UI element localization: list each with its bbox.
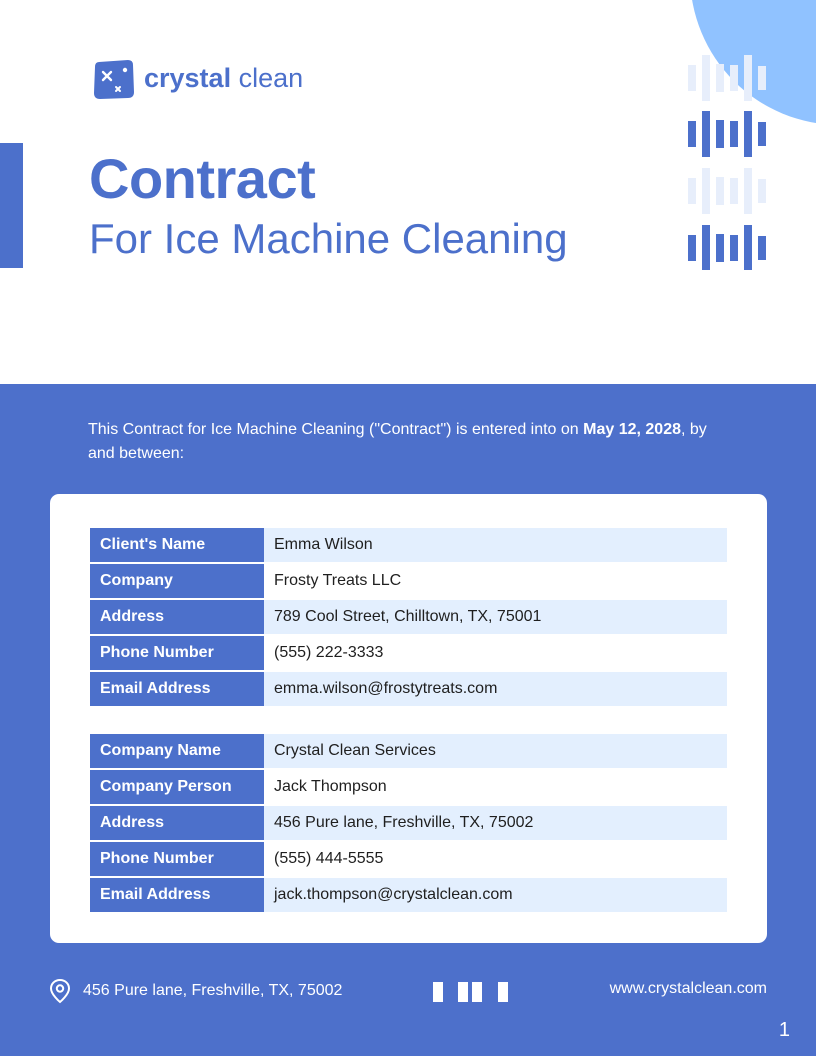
client-info-table bbox=[90, 528, 727, 708]
decorative-bar bbox=[716, 64, 724, 92]
page-number: 1 bbox=[778, 1019, 790, 1041]
row-value: Crystal Clean Services bbox=[264, 734, 727, 770]
decorative-bar bbox=[716, 177, 724, 205]
decorative-bar bbox=[758, 66, 766, 90]
table-row bbox=[90, 636, 727, 672]
decorative-bar bbox=[688, 65, 696, 91]
row-value: (555) 444-5555 bbox=[264, 842, 727, 878]
decorative-bar bbox=[744, 55, 752, 101]
row-value: Jack Thompson bbox=[264, 770, 727, 806]
ice-cube-logo-icon bbox=[92, 56, 136, 100]
decorative-bar bbox=[688, 235, 696, 261]
intro-paragraph: This Contract for Ice Machine Cleaning ("Contract") is entered into on May 12, 2028, by and between: bbox=[88, 421, 707, 462]
decorative-bar bbox=[758, 179, 766, 203]
decorative-bar bbox=[744, 111, 752, 157]
row-value: 456 Pure lane, Freshville, TX, 75002 bbox=[264, 806, 727, 842]
row-label: Phone Number bbox=[90, 842, 264, 878]
row-label: Client's Name bbox=[90, 528, 264, 564]
table-row bbox=[90, 528, 727, 564]
row-value: Frosty Treats LLC bbox=[264, 564, 727, 600]
brand-logo bbox=[92, 56, 303, 100]
table-row bbox=[90, 734, 727, 770]
company-info-table bbox=[90, 734, 727, 914]
row-label: Email Address bbox=[90, 672, 264, 708]
footer-address-text: 456 Pure lane, Freshville, TX, 75002 bbox=[83, 982, 343, 999]
decorative-bar bbox=[730, 65, 738, 91]
decorative-bar bbox=[730, 235, 738, 261]
row-value: emma.wilson@frostytreats.com bbox=[264, 672, 727, 708]
table-row bbox=[90, 878, 727, 914]
decorative-bar bbox=[744, 168, 752, 214]
contract-date: May 12, 2028 bbox=[583, 421, 681, 438]
footer-bar-decoration bbox=[433, 982, 509, 1002]
row-label: Address bbox=[90, 806, 264, 842]
table-row bbox=[90, 806, 727, 842]
decorative-bar bbox=[758, 236, 766, 260]
table-row bbox=[90, 564, 727, 600]
decorative-bar bbox=[744, 225, 752, 270]
row-value: jack.thompson@crystalclean.com bbox=[264, 878, 727, 914]
footer-address bbox=[48, 978, 342, 1004]
left-accent-bar bbox=[0, 143, 23, 268]
bar-pattern-decoration bbox=[688, 48, 768, 270]
table-row bbox=[90, 600, 727, 636]
row-label: Company Person bbox=[90, 770, 264, 806]
brand-wordmark: crystal clean bbox=[144, 62, 304, 93]
document-subtitle: For Ice Machine Cleaning bbox=[89, 215, 568, 262]
row-value: (555) 222-3333 bbox=[264, 636, 727, 672]
decorative-bar bbox=[702, 168, 710, 214]
document-title: Contract bbox=[89, 147, 316, 210]
row-label: Email Address bbox=[90, 878, 264, 914]
decorative-bar bbox=[688, 178, 696, 204]
table-row bbox=[90, 770, 727, 806]
table-row bbox=[90, 842, 727, 878]
table-row bbox=[90, 672, 727, 708]
footer-website: www.crystalclean.com bbox=[609, 980, 767, 997]
row-label: Phone Number bbox=[90, 636, 264, 672]
location-pin-icon bbox=[48, 978, 72, 1004]
decorative-bar bbox=[688, 121, 696, 147]
decorative-bar bbox=[702, 225, 710, 270]
row-label: Company bbox=[90, 564, 264, 600]
decorative-bar bbox=[716, 234, 724, 262]
row-label: Company Name bbox=[90, 734, 264, 770]
decorative-bar bbox=[730, 178, 738, 204]
decorative-bar bbox=[716, 120, 724, 148]
row-label: Address bbox=[90, 600, 264, 636]
decorative-bar bbox=[702, 55, 710, 101]
decorative-bar bbox=[758, 122, 766, 146]
row-value: 789 Cool Street, Chilltown, TX, 75001 bbox=[264, 600, 727, 636]
row-value: Emma Wilson bbox=[264, 528, 727, 564]
decorative-bar bbox=[730, 121, 738, 147]
decorative-bar bbox=[702, 111, 710, 157]
